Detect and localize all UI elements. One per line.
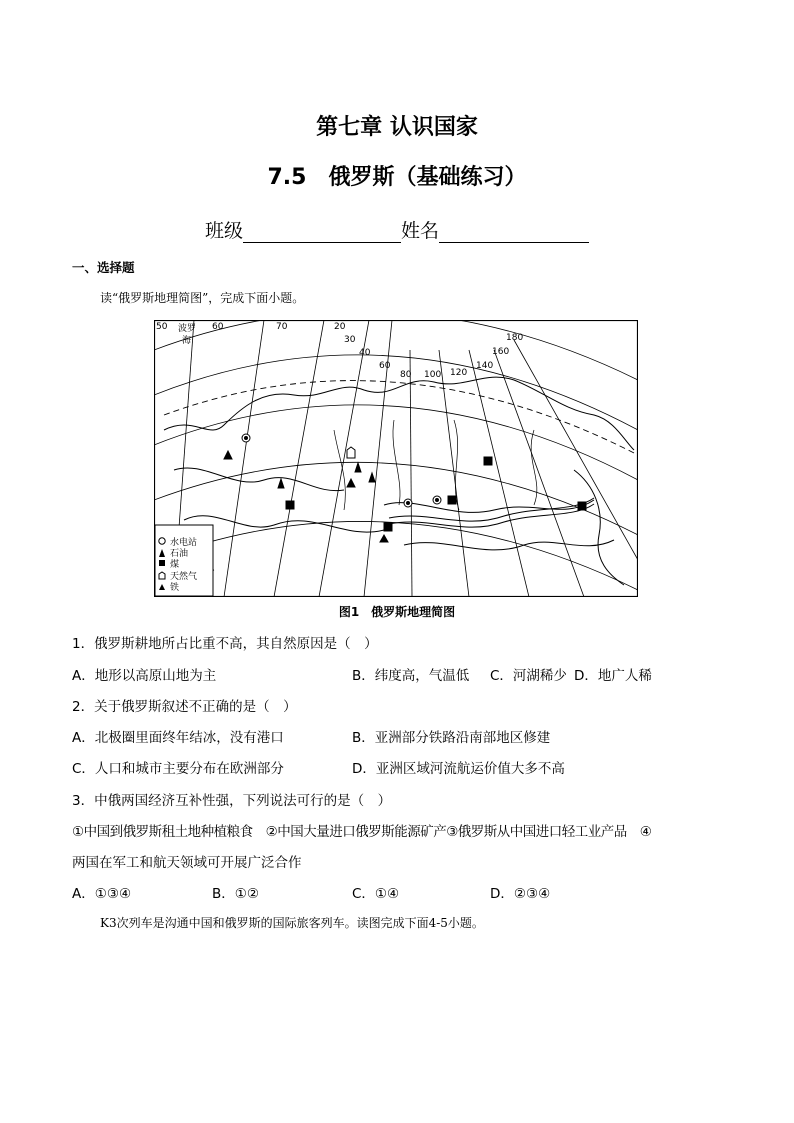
q2-option-b[interactable]: B．亚洲部分铁路沿南部地区修建 [352, 730, 551, 746]
lon-label: 30 [344, 335, 356, 345]
lon-label: 40 [359, 348, 371, 358]
sea-label: 波罗 [178, 324, 197, 334]
lon-label: 60 [379, 361, 391, 371]
question-3-statements: ①中国到俄罗斯租土地种植粮食 ②中国大量进口俄罗斯能源矿产③俄罗斯从中国进口轻工业产品 ④ [72, 824, 652, 840]
q2-option-c[interactable]: C．人口和城市主要分布在欧洲部分 [72, 761, 284, 777]
q1-option-a[interactable]: A．地形以高原山地为主 [72, 668, 217, 684]
class-label: 班级 [204, 220, 243, 242]
section-title: 一、选择题 [72, 260, 135, 275]
lon-label: 180 [506, 333, 524, 343]
sea-label: 海 [182, 336, 192, 346]
lesson-title: 7.5 俄罗斯（基础练习） [267, 165, 527, 190]
legend-gas: 天然气 [170, 572, 198, 582]
name-label: 姓名 [401, 220, 440, 242]
lon-label: 70 [276, 322, 288, 332]
class-blank[interactable] [243, 220, 401, 243]
legend-coal: 煤 [170, 560, 180, 570]
intro-text: 读“俄罗斯地理简图”，完成下面小题。 [100, 291, 305, 305]
legend-hydro: 水电站 [170, 538, 198, 548]
legend-oil: 石油 [170, 549, 189, 559]
lon-label: 140 [476, 361, 494, 371]
q2-option-d[interactable]: D．亚洲区域河流航运价值大多不高 [352, 761, 565, 777]
question-2-stem: 2．关于俄罗斯叙述不正确的是（ ） [72, 699, 297, 715]
russia-map [154, 320, 638, 597]
q3-option-a[interactable]: A．①③④ [72, 886, 132, 902]
q3-option-b[interactable]: B．①② [212, 886, 259, 902]
lon-label: 160 [492, 347, 510, 357]
q2-option-a[interactable]: A．北极圈里面终年结冰，没有港口 [72, 730, 284, 746]
legend-iron: 铁 [170, 583, 180, 593]
q1-option-c[interactable]: C．河湖稀少 [490, 668, 567, 684]
lon-label: 80 [400, 370, 412, 380]
question-1-stem: 1．俄罗斯耕地所占比重不高，其自然原因是（ ） [72, 636, 378, 652]
chapter-title: 第七章 认识国家 [316, 115, 478, 140]
map-caption: 图1 俄罗斯地理简图 [338, 605, 456, 619]
lon-label: 100 [424, 370, 442, 380]
q1-option-d[interactable]: D．地广人稀 [574, 668, 652, 684]
lon-label: 60 [212, 322, 224, 332]
class-name-line [0, 216, 794, 243]
question-3-statements-cont: 两国在军工和航天领域可开展广泛合作 [72, 855, 302, 871]
intro-text-2: K3次列车是沟通中国和俄罗斯的国际旅客列车。读图完成下面4-5小题。 [100, 916, 484, 930]
lon-label: 120 [450, 368, 468, 378]
q1-option-b[interactable]: B．纬度高，气温低 [352, 668, 470, 684]
q3-option-c[interactable]: C．①④ [352, 886, 400, 902]
lon-label: 50 [156, 322, 168, 332]
lon-label: 20 [334, 322, 346, 332]
q3-option-d[interactable]: D．②③④ [490, 886, 551, 902]
question-3-stem: 3．中俄两国经济互补性强，下列说法可行的是（ ） [72, 793, 392, 809]
name-blank[interactable] [439, 220, 589, 243]
